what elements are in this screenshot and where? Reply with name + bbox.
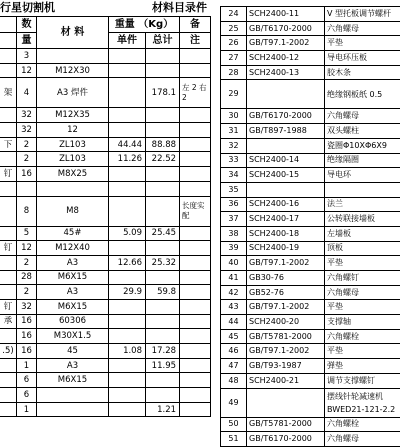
unit-weight-cell: 1.08 (109, 344, 146, 359)
item-number-cell: 36 (221, 197, 247, 212)
remark-cell (180, 344, 211, 359)
part-name-cell: 下 (0, 137, 17, 152)
material-cell: M30X1.5 (37, 329, 109, 344)
part-name-cell: 调节支撑螺钉 (325, 373, 400, 388)
total-weight-cell: 11.95 (146, 358, 180, 373)
part-code-cell: SCH2400-17 (247, 212, 325, 227)
quantity-cell: 6 (17, 388, 37, 403)
item-number-cell: 25 (221, 21, 247, 36)
material-cell (37, 402, 109, 417)
remark-cell (180, 167, 211, 182)
part-code-cell: GB52-76 (247, 285, 325, 300)
part-name-cell: 平垫 (325, 36, 400, 51)
part-name-cell: 瓷圈Φ10XΦ6X9 (325, 138, 400, 153)
remark-cell (180, 285, 211, 300)
table-row (0, 226, 211, 241)
part-name-cell: 导电环压板 (325, 51, 400, 66)
total-weight-header: 总计 (146, 33, 180, 49)
document-title-bar (0, 0, 210, 15)
quantity-cell: 4 (17, 78, 37, 108)
material-cell: A3 (37, 358, 109, 373)
table-row (221, 359, 400, 374)
material-cell: M12X35 (37, 108, 109, 123)
remark-cell (180, 123, 211, 138)
table-row (0, 314, 211, 329)
table-row (0, 63, 211, 78)
total-weight-cell: 1.21 (146, 402, 180, 417)
part-name-cell: 法兰 (325, 197, 400, 212)
table-row (221, 344, 400, 359)
part-name-cell (325, 182, 400, 197)
material-cell: ZL103 (37, 137, 109, 152)
remark-cell (180, 270, 211, 285)
part-name-cell: 公转联接墙板 (325, 212, 400, 227)
material-cell: 45# (37, 226, 109, 241)
part-name-cell: 六角螺栓 (325, 329, 400, 344)
item-number-cell: 49 (221, 388, 247, 417)
remark-header-bottom: 注 (180, 33, 211, 49)
item-number-cell: 50 (221, 417, 247, 432)
unit-weight-cell (109, 108, 146, 123)
unit-weight-cell: 12.66 (109, 255, 146, 270)
remark-cell (180, 108, 211, 123)
material-cell: A3 (37, 285, 109, 300)
part-code-cell: GB/T6170-2000 (247, 21, 325, 36)
item-number-cell: 35 (221, 182, 247, 197)
part-code-cell (247, 80, 325, 109)
unit-weight-cell (109, 373, 146, 388)
material-cell: M12X30 (37, 63, 109, 78)
total-weight-cell: 59.8 (146, 285, 180, 300)
material-cell: 12 (37, 123, 109, 138)
part-name-cell: 六角螺母 (325, 109, 400, 124)
remark-cell: 长度实配 (180, 196, 211, 226)
part-name-cell (0, 329, 17, 344)
part-name-cell (0, 285, 17, 300)
total-weight-cell (146, 181, 180, 196)
quantity-cell: 16 (17, 167, 37, 182)
part-code-cell: GB/T897-1988 (247, 124, 325, 139)
unit-weight-cell (109, 358, 146, 373)
remark-header-top: 备 (180, 17, 211, 33)
total-weight-cell (146, 373, 180, 388)
item-number-cell: 29 (221, 80, 247, 109)
part-name-cell: 顶板 (325, 241, 400, 256)
table-row (0, 167, 211, 182)
part-name-cell: 六角螺母 (325, 432, 400, 447)
material-cell: A3 (37, 255, 109, 270)
quantity-cell: 6 (17, 373, 37, 388)
table-row (0, 152, 211, 167)
unit-weight-cell (109, 329, 146, 344)
part-code-cell: GB/T93-1987 (247, 359, 325, 374)
table-row (0, 196, 211, 226)
total-weight-cell (146, 270, 180, 285)
table-row (221, 138, 400, 153)
part-name-cell: 弹垫 (325, 359, 400, 374)
catalog-title: 材料目录件 (152, 0, 207, 15)
material-cell: M8 (37, 196, 109, 226)
table-row (0, 108, 211, 123)
table-row (0, 402, 211, 417)
qty-header-top: 数 (17, 17, 37, 33)
remark-cell (180, 299, 211, 314)
remark-cell (180, 358, 211, 373)
total-weight-cell (146, 108, 180, 123)
table-row (221, 329, 400, 344)
part-name-cell: 双头螺柱 (325, 124, 400, 139)
part-code-cell: GB/T97.1-2002 (247, 256, 325, 271)
table-row (0, 49, 211, 64)
remark-cell (180, 49, 211, 64)
part-code-cell: GB/T97.1-2002 (247, 36, 325, 51)
material-cell: M8X25 (37, 167, 109, 182)
table-row (221, 432, 400, 447)
total-weight-cell: 22.52 (146, 152, 180, 167)
material-cell: M6X15 (37, 373, 109, 388)
item-number-cell: 39 (221, 241, 247, 256)
unit-weight-cell (109, 402, 146, 417)
quantity-cell (17, 181, 37, 196)
quantity-cell: 2 (17, 137, 37, 152)
part-name-cell: 胶木条 (325, 65, 400, 80)
total-weight-cell (146, 196, 180, 226)
part-code-cell: GB/T6170-2000 (247, 432, 325, 447)
qty-header-bottom: 量 (17, 33, 37, 49)
material-cell (37, 388, 109, 403)
table-row (0, 137, 211, 152)
material-cell: ZL103 (37, 152, 109, 167)
quantity-cell: 2 (17, 152, 37, 167)
total-weight-cell (146, 388, 180, 403)
item-number-cell: 28 (221, 65, 247, 80)
part-code-cell: GB/T97.1-2002 (247, 300, 325, 315)
quantity-cell: 8 (17, 196, 37, 226)
quantity-cell: 32 (17, 299, 37, 314)
remark-cell (180, 255, 211, 270)
table-row (221, 212, 400, 227)
quantity-cell: 5 (17, 226, 37, 241)
part-code-cell: SCH2400-20 (247, 315, 325, 330)
item-number-cell: 42 (221, 285, 247, 300)
table-row (0, 181, 211, 196)
unit-weight-cell (109, 123, 146, 138)
unit-weight-cell (109, 49, 146, 64)
table-row (221, 109, 400, 124)
part-name-cell: 平垫 (325, 256, 400, 271)
remark-cell (180, 329, 211, 344)
material-cell (37, 181, 109, 196)
part-code-cell: GB/T6170-2000 (247, 109, 325, 124)
table-row (0, 255, 211, 270)
table-row (221, 197, 400, 212)
table-row (0, 123, 211, 138)
part-name-cell: 钉 (0, 299, 17, 314)
item-number-cell: 38 (221, 226, 247, 241)
quantity-cell: 12 (17, 63, 37, 78)
quantity-cell: 1 (17, 358, 37, 373)
part-name-cell: 钉 (0, 167, 17, 182)
machine-title: 行星切割机 (0, 0, 55, 15)
unit-weight-cell (109, 314, 146, 329)
unit-weight-cell (109, 167, 146, 182)
remark-cell (180, 314, 211, 329)
total-weight-cell (146, 241, 180, 256)
part-name-cell: 架 (0, 78, 17, 108)
item-number-cell: 43 (221, 300, 247, 315)
material-cell: M12X40 (37, 241, 109, 256)
right-parts-table (220, 6, 400, 447)
total-weight-cell (146, 329, 180, 344)
unit-weight-cell (109, 78, 146, 108)
part-name-cell (0, 358, 17, 373)
table-row (221, 388, 400, 417)
table-row (0, 270, 211, 285)
part-code-cell: GB/T5781-2000 (247, 329, 325, 344)
part-name-cell (0, 255, 17, 270)
table-row (0, 388, 211, 403)
part-code-cell: GB30-76 (247, 271, 325, 286)
part-name-cell: 支撑轴 (325, 315, 400, 330)
table-row (221, 315, 400, 330)
unit-weight-cell (109, 241, 146, 256)
part-name-cell: 绝缘钢板纸 0.5 (325, 80, 400, 109)
unit-weight-cell (109, 181, 146, 196)
unit-weight-cell (109, 270, 146, 285)
remark-cell (180, 373, 211, 388)
item-number-cell: 45 (221, 329, 247, 344)
remark-cell (180, 241, 211, 256)
unit-weight-cell (109, 196, 146, 226)
item-number-cell: 32 (221, 138, 247, 153)
name-header-cell (0, 17, 17, 33)
remark-cell (180, 137, 211, 152)
part-code-cell: GB/T5781-2000 (247, 417, 325, 432)
part-code-cell: SCH2400-12 (247, 51, 325, 66)
remark-cell (180, 388, 211, 403)
table-row (221, 36, 400, 51)
part-name-cell: V 型托板调节螺杆 (325, 7, 400, 22)
total-weight-cell (146, 123, 180, 138)
material-header: 材 料 (37, 17, 109, 49)
remark-cell (180, 226, 211, 241)
table-row (221, 80, 400, 109)
table-row (0, 344, 211, 359)
remark-cell (180, 181, 211, 196)
material-cell: 45 (37, 344, 109, 359)
part-name-cell (0, 108, 17, 123)
part-name-cell: 六角螺母 (325, 21, 400, 36)
total-weight-cell: 25.45 (146, 226, 180, 241)
item-number-cell: 27 (221, 51, 247, 66)
total-weight-cell: 178.1 (146, 78, 180, 108)
item-number-cell: 34 (221, 168, 247, 183)
part-name-cell: 导电环 (325, 168, 400, 183)
total-weight-cell (146, 49, 180, 64)
table-row (0, 78, 211, 108)
table-row (0, 299, 211, 314)
unit-weight-cell (109, 388, 146, 403)
unit-weight-cell: 5.09 (109, 226, 146, 241)
part-code-cell: SCH2400-13 (247, 65, 325, 80)
table-row (0, 329, 211, 344)
part-code-cell (247, 388, 325, 417)
table-row (0, 285, 211, 300)
part-name-cell (0, 181, 17, 196)
unit-weight-cell: 29.9 (109, 285, 146, 300)
table-row (221, 51, 400, 66)
item-number-cell: 47 (221, 359, 247, 374)
table-row (221, 65, 400, 80)
part-name-cell: 平垫 (325, 344, 400, 359)
item-number-cell: 51 (221, 432, 247, 447)
part-name-cell (0, 388, 17, 403)
table-row (221, 271, 400, 286)
quantity-cell: 32 (17, 123, 37, 138)
table-row (221, 300, 400, 315)
part-name-cell (0, 49, 17, 64)
material-cell: 60306 (37, 314, 109, 329)
table-row (0, 241, 211, 256)
material-cell: M6X15 (37, 299, 109, 314)
total-weight-cell: 88.88 (146, 137, 180, 152)
part-name-cell (0, 402, 17, 417)
part-name-cell: 摆线针轮减速机 BWED21-121-2.2 (325, 388, 400, 417)
part-name-cell (0, 196, 17, 226)
part-code-cell (247, 182, 325, 197)
quantity-cell: 12 (17, 241, 37, 256)
material-cell: A3 焊件 (37, 78, 109, 108)
left-materials-table (0, 16, 211, 417)
table-row (221, 124, 400, 139)
quantity-cell: 16 (17, 344, 37, 359)
part-code-cell (247, 138, 325, 153)
quantity-cell: 28 (17, 270, 37, 285)
part-name-cell (0, 226, 17, 241)
table-row (221, 182, 400, 197)
unit-weight-cell (109, 63, 146, 78)
table-row (0, 373, 211, 388)
item-number-cell: 46 (221, 344, 247, 359)
unit-weight-cell (109, 299, 146, 314)
part-name-cell: 承 (0, 314, 17, 329)
item-number-cell: 26 (221, 36, 247, 51)
part-name-cell: 平垫 (325, 300, 400, 315)
item-number-cell: 30 (221, 109, 247, 124)
item-number-cell: 24 (221, 7, 247, 22)
total-weight-cell (146, 167, 180, 182)
item-number-cell: 41 (221, 271, 247, 286)
table-row (221, 7, 400, 22)
table-row (221, 256, 400, 271)
material-cell: M6X15 (37, 270, 109, 285)
part-name-cell: 六角螺母 (325, 285, 400, 300)
part-code-cell: SCH2400-15 (247, 168, 325, 183)
quantity-cell: 2 (17, 285, 37, 300)
table-row (221, 226, 400, 241)
total-weight-cell (146, 299, 180, 314)
material-cell (37, 49, 109, 64)
left-header-row-1 (0, 17, 211, 33)
item-number-cell: 31 (221, 124, 247, 139)
total-weight-cell: 25.32 (146, 255, 180, 270)
part-name-cell: 六角螺钉 (325, 271, 400, 286)
part-code-cell: SCH2400-14 (247, 153, 325, 168)
quantity-cell: 16 (17, 314, 37, 329)
item-number-cell: 40 (221, 256, 247, 271)
part-name-cell (0, 63, 17, 78)
item-number-cell: 33 (221, 153, 247, 168)
part-code-cell: SCH2400-16 (247, 197, 325, 212)
part-code-cell: SCH2400-11 (247, 7, 325, 22)
unit-weight-cell: 11.26 (109, 152, 146, 167)
part-name-cell (0, 270, 17, 285)
table-row (221, 417, 400, 432)
table-row (221, 285, 400, 300)
remark-cell: 左 2 右 2 (180, 78, 211, 108)
part-name-cell: 六角螺栓 (325, 417, 400, 432)
table-row (0, 358, 211, 373)
quantity-cell: 3 (17, 49, 37, 64)
part-name-cell (0, 373, 17, 388)
quantity-cell: 1 (17, 402, 37, 417)
part-name-cell: 左墙板 (325, 226, 400, 241)
item-number-cell: 44 (221, 315, 247, 330)
remark-cell (180, 402, 211, 417)
quantity-cell: 32 (17, 108, 37, 123)
weight-header: 重量 （Kg） (109, 17, 180, 33)
part-name-cell: 绝缘隔圈 (325, 153, 400, 168)
part-code-cell: GB/T97.1-2002 (247, 344, 325, 359)
total-weight-cell: 17.28 (146, 344, 180, 359)
part-code-cell: SCH2400-21 (247, 373, 325, 388)
item-number-cell: 48 (221, 373, 247, 388)
table-row (221, 241, 400, 256)
quantity-cell: 16 (17, 329, 37, 344)
quantity-cell: 2 (17, 255, 37, 270)
name-header-cell-2 (0, 33, 17, 49)
part-code-cell: SCH2400-19 (247, 241, 325, 256)
table-row (221, 168, 400, 183)
table-row (221, 153, 400, 168)
part-name-cell (0, 152, 17, 167)
table-row (221, 373, 400, 388)
part-code-cell: SCH2400-18 (247, 226, 325, 241)
total-weight-cell (146, 63, 180, 78)
remark-cell (180, 152, 211, 167)
table-row (221, 21, 400, 36)
part-name-cell: 钉 (0, 241, 17, 256)
unit-weight-header: 单件 (109, 33, 146, 49)
part-name-cell: .5) (0, 344, 17, 359)
unit-weight-cell: 44.44 (109, 137, 146, 152)
part-name-cell (0, 123, 17, 138)
item-number-cell: 37 (221, 212, 247, 227)
total-weight-cell (146, 314, 180, 329)
remark-cell (180, 63, 211, 78)
